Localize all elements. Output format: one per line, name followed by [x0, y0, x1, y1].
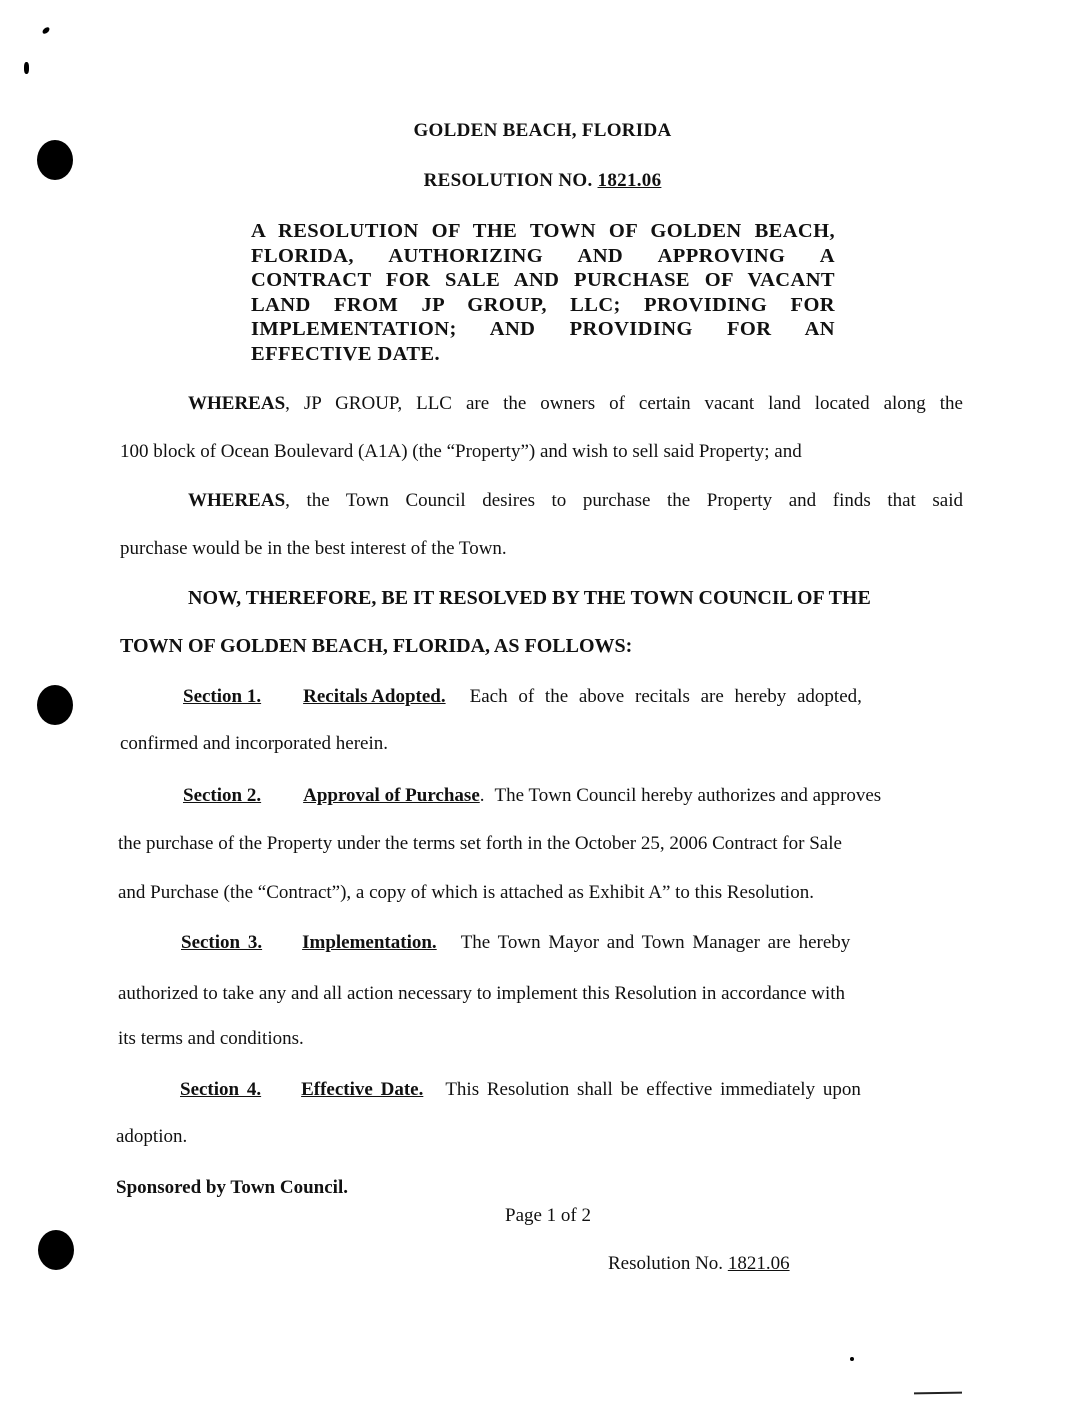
municipality-heading: GOLDEN BEACH, FLORIDA [413, 120, 672, 141]
punch-hole-middle [37, 685, 73, 725]
page-number: Page 1 of 2 [505, 1205, 592, 1226]
section-3-line-2: authorized to take any and all action necessary to implement this Resolution in accordance with [118, 983, 846, 1004]
resolution-heading [0, 170, 1086, 192]
resolution-number: 1821.06 [597, 170, 662, 191]
footer-resolution-number: 1821.06 [727, 1253, 790, 1274]
caption-line: A RESOLUTION OF THE TOWN OF GOLDEN BEACH, [251, 220, 835, 242]
whereas-keyword: WHEREAS [188, 490, 286, 511]
scan-mark [850, 1357, 854, 1361]
caption-line: CONTRACT FOR SALE AND PURCHASE OF VACANT [251, 269, 835, 291]
whereas-text: , the Town Council desires to purchase the Property and finds that said [285, 490, 963, 511]
section-1-line-1 [183, 686, 960, 708]
sponsor-line: Sponsored by Town Council. [116, 1177, 348, 1198]
resolution-prefix: RESOLUTION NO. [423, 170, 598, 191]
section-1-label: Section 1. [183, 686, 262, 707]
section-3-line-1 [181, 932, 850, 954]
section-1-title: Recitals Adopted. [303, 686, 446, 707]
section-2-line-3: and Purchase (the “Contract”), a copy of which is attached as Exhibit A” to this Resolution. [118, 882, 814, 903]
scan-mark [41, 26, 50, 35]
section-2-title: Approval of Purchase [303, 785, 480, 806]
section-3-line-3: its terms and conditions. [118, 1028, 304, 1049]
whereas-2-line-2: purchase would be in the best interest of the Town. [120, 538, 507, 559]
resolved-line-1: NOW, THEREFORE, BE IT RESOLVED BY THE TOWN COUNCIL OF THE [188, 587, 871, 609]
section-2-line-1 [183, 785, 881, 807]
section-2-label: Section 2. [183, 785, 262, 806]
section-2-line-2: the purchase of the Property under the terms set forth in the October 25, 2006 Contract for Sale [118, 833, 842, 854]
footer-resolution [608, 1253, 790, 1275]
section-2-text: The Town Council hereby authorizes and approves [494, 785, 882, 806]
caption-line: IMPLEMENTATION; AND PROVIDING FOR AN [251, 318, 835, 340]
footer-resolution-prefix: Resolution No. [608, 1253, 728, 1274]
section-4-line-1 [180, 1079, 861, 1101]
section-2-title-suffix: . [479, 785, 485, 806]
caption-line: EFFECTIVE DATE. [251, 342, 441, 365]
whereas-1-line-2: 100 block of Ocean Boulevard (A1A) (the “Property”) and wish to sell said Property; and [120, 441, 802, 462]
section-1-line-2: confirmed and incorporated herein. [120, 733, 388, 754]
scan-mark [914, 1392, 962, 1395]
section-4-label: Section 4. [180, 1079, 262, 1100]
resolved-line-2: TOWN OF GOLDEN BEACH, FLORIDA, AS FOLLOWS: [120, 635, 633, 657]
whereas-text: , JP GROUP, LLC are the owners of certain vacant land located along the [285, 393, 963, 414]
section-3-text: The Town Mayor and Town Manager are hereby [460, 932, 851, 953]
section-3-title: Implementation. [302, 932, 437, 953]
section-4-line-2: adoption. [116, 1126, 188, 1147]
resolution-caption [251, 219, 835, 366]
whereas-keyword: WHEREAS [188, 393, 286, 414]
section-4-text: This Resolution shall be effective immediately upon [445, 1079, 861, 1100]
whereas-1-line-1 [188, 393, 963, 415]
whereas-2-line-1 [188, 490, 963, 512]
punch-hole-bottom [38, 1230, 74, 1270]
section-3-label: Section 3. [181, 932, 263, 953]
scan-mark [24, 62, 29, 74]
caption-line: LAND FROM JP GROUP, LLC; PROVIDING FOR [251, 293, 835, 316]
section-1-text: Each of the above recitals are hereby adopted, [469, 686, 862, 707]
caption-line: FLORIDA, AUTHORIZING AND APPROVING A [251, 244, 835, 267]
section-4-title: Effective Date. [301, 1079, 424, 1100]
